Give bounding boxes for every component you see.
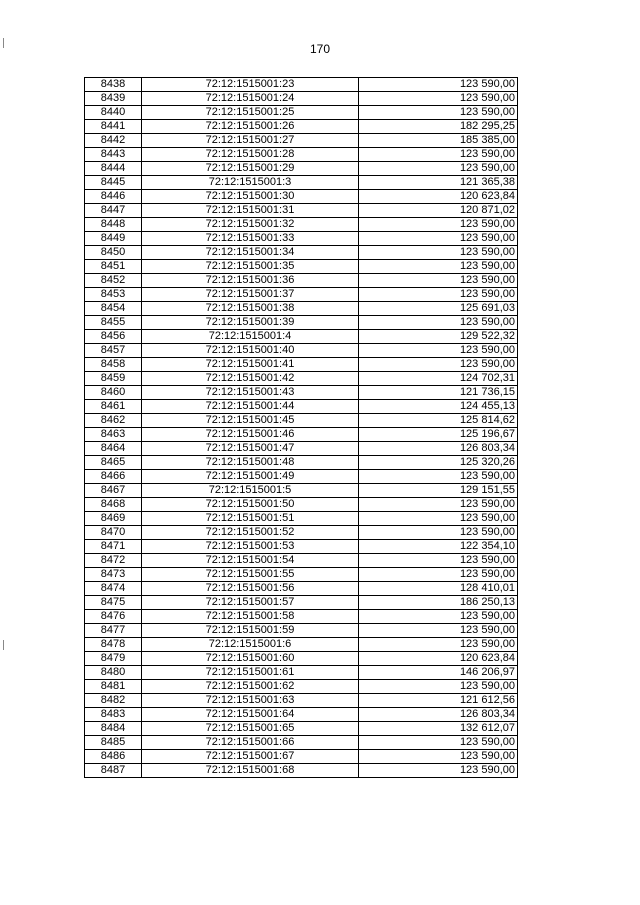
row-number-cell: 8480 bbox=[85, 666, 142, 680]
row-number-cell: 8450 bbox=[85, 246, 142, 260]
table-row bbox=[85, 568, 518, 582]
value-cell: 121 612,56 bbox=[359, 694, 518, 708]
value-cell: 123 590,00 bbox=[359, 274, 518, 288]
table-row bbox=[85, 750, 518, 764]
row-number-cell: 8481 bbox=[85, 680, 142, 694]
row-number-cell: 8449 bbox=[85, 232, 142, 246]
table-row bbox=[85, 218, 518, 232]
cadastral-number-cell: 72:12:1515001:34 bbox=[142, 246, 359, 260]
row-number-cell: 8457 bbox=[85, 344, 142, 358]
cadastral-number-cell: 72:12:1515001:5 bbox=[142, 484, 359, 498]
row-number-cell: 8484 bbox=[85, 722, 142, 736]
cadastral-number-cell: 72:12:1515001:54 bbox=[142, 554, 359, 568]
row-number-cell: 8483 bbox=[85, 708, 142, 722]
value-cell: 123 590,00 bbox=[359, 260, 518, 274]
value-cell: 125 320,26 bbox=[359, 456, 518, 470]
value-cell: 125 691,03 bbox=[359, 302, 518, 316]
cadastral-number-cell: 72:12:1515001:26 bbox=[142, 120, 359, 134]
value-cell: 123 590,00 bbox=[359, 92, 518, 106]
value-cell: 182 295,25 bbox=[359, 120, 518, 134]
table-row bbox=[85, 386, 518, 400]
cadastral-number-cell: 72:12:1515001:3 bbox=[142, 176, 359, 190]
table-row bbox=[85, 232, 518, 246]
value-cell: 120 623,84 bbox=[359, 652, 518, 666]
table-row bbox=[85, 288, 518, 302]
row-number-cell: 8448 bbox=[85, 218, 142, 232]
row-number-cell: 8442 bbox=[85, 134, 142, 148]
cadastral-number-cell: 72:12:1515001:6 bbox=[142, 638, 359, 652]
value-cell: 124 455,13 bbox=[359, 400, 518, 414]
row-number-cell: 8441 bbox=[85, 120, 142, 134]
value-cell: 123 590,00 bbox=[359, 148, 518, 162]
cadastral-number-cell: 72:12:1515001:56 bbox=[142, 582, 359, 596]
table-row bbox=[85, 260, 518, 274]
row-number-cell: 8473 bbox=[85, 568, 142, 582]
row-number-cell: 8460 bbox=[85, 386, 142, 400]
cadastral-number-cell: 72:12:1515001:51 bbox=[142, 512, 359, 526]
table-row bbox=[85, 176, 518, 190]
table-row bbox=[85, 330, 518, 344]
row-number-cell: 8462 bbox=[85, 414, 142, 428]
cadastral-number-cell: 72:12:1515001:47 bbox=[142, 442, 359, 456]
value-cell: 123 590,00 bbox=[359, 288, 518, 302]
row-number-cell: 8475 bbox=[85, 596, 142, 610]
cadastral-number-cell: 72:12:1515001:58 bbox=[142, 610, 359, 624]
row-number-cell: 8444 bbox=[85, 162, 142, 176]
value-cell: 123 590,00 bbox=[359, 610, 518, 624]
row-number-cell: 8478 bbox=[85, 638, 142, 652]
value-cell: 123 590,00 bbox=[359, 568, 518, 582]
table-row bbox=[85, 162, 518, 176]
value-cell: 123 590,00 bbox=[359, 554, 518, 568]
value-cell: 185 385,00 bbox=[359, 134, 518, 148]
value-cell: 123 590,00 bbox=[359, 680, 518, 694]
cadastral-number-cell: 72:12:1515001:24 bbox=[142, 92, 359, 106]
row-number-cell: 8453 bbox=[85, 288, 142, 302]
row-number-cell: 8459 bbox=[85, 372, 142, 386]
table-row bbox=[85, 358, 518, 372]
cadastral-number-cell: 72:12:1515001:39 bbox=[142, 316, 359, 330]
table-row bbox=[85, 78, 518, 92]
row-number-cell: 8472 bbox=[85, 554, 142, 568]
value-cell: 123 590,00 bbox=[359, 106, 518, 120]
value-cell: 123 590,00 bbox=[359, 470, 518, 484]
row-number-cell: 8468 bbox=[85, 498, 142, 512]
table-row bbox=[85, 414, 518, 428]
table-row bbox=[85, 624, 518, 638]
row-number-cell: 8461 bbox=[85, 400, 142, 414]
ledger-body bbox=[85, 78, 518, 778]
table-row bbox=[85, 148, 518, 162]
table-row bbox=[85, 582, 518, 596]
row-number-cell: 8454 bbox=[85, 302, 142, 316]
table-row bbox=[85, 666, 518, 680]
value-cell: 120 623,84 bbox=[359, 190, 518, 204]
cadastral-number-cell: 72:12:1515001:25 bbox=[142, 106, 359, 120]
table-row bbox=[85, 120, 518, 134]
row-number-cell: 8447 bbox=[85, 204, 142, 218]
cadastral-number-cell: 72:12:1515001:67 bbox=[142, 750, 359, 764]
row-number-cell: 8446 bbox=[85, 190, 142, 204]
table-row bbox=[85, 484, 518, 498]
value-cell: 186 250,13 bbox=[359, 596, 518, 610]
cadastral-number-cell: 72:12:1515001:59 bbox=[142, 624, 359, 638]
value-cell: 132 612,07 bbox=[359, 722, 518, 736]
row-number-cell: 8439 bbox=[85, 92, 142, 106]
row-number-cell: 8467 bbox=[85, 484, 142, 498]
table-row bbox=[85, 302, 518, 316]
value-cell: 120 871,02 bbox=[359, 204, 518, 218]
value-cell: 125 196,67 bbox=[359, 428, 518, 442]
value-cell: 123 590,00 bbox=[359, 498, 518, 512]
value-cell: 126 803,34 bbox=[359, 442, 518, 456]
cadastral-number-cell: 72:12:1515001:53 bbox=[142, 540, 359, 554]
row-number-cell: 8486 bbox=[85, 750, 142, 764]
table-row bbox=[85, 92, 518, 106]
table-row bbox=[85, 512, 518, 526]
cadastral-number-cell: 72:12:1515001:27 bbox=[142, 134, 359, 148]
value-cell: 121 365,38 bbox=[359, 176, 518, 190]
row-number-cell: 8438 bbox=[85, 78, 142, 92]
cadastral-number-cell: 72:12:1515001:35 bbox=[142, 260, 359, 274]
table-row bbox=[85, 526, 518, 540]
row-number-cell: 8458 bbox=[85, 358, 142, 372]
row-number-cell: 8443 bbox=[85, 148, 142, 162]
row-number-cell: 8479 bbox=[85, 652, 142, 666]
value-cell: 123 590,00 bbox=[359, 246, 518, 260]
table-row bbox=[85, 680, 518, 694]
value-cell: 128 410,01 bbox=[359, 582, 518, 596]
row-number-cell: 8474 bbox=[85, 582, 142, 596]
row-number-cell: 8452 bbox=[85, 274, 142, 288]
cadastral-number-cell: 72:12:1515001:31 bbox=[142, 204, 359, 218]
table-row bbox=[85, 204, 518, 218]
cadastral-number-cell: 72:12:1515001:61 bbox=[142, 666, 359, 680]
cadastral-number-cell: 72:12:1515001:46 bbox=[142, 428, 359, 442]
row-number-cell: 8440 bbox=[85, 106, 142, 120]
cadastral-number-cell: 72:12:1515001:43 bbox=[142, 386, 359, 400]
cadastral-number-cell: 72:12:1515001:38 bbox=[142, 302, 359, 316]
row-number-cell: 8485 bbox=[85, 736, 142, 750]
cadastral-number-cell: 72:12:1515001:30 bbox=[142, 190, 359, 204]
table-row bbox=[85, 372, 518, 386]
row-number-cell: 8470 bbox=[85, 526, 142, 540]
table-row bbox=[85, 610, 518, 624]
value-cell: 121 736,15 bbox=[359, 386, 518, 400]
value-cell: 123 590,00 bbox=[359, 316, 518, 330]
cadastral-number-cell: 72:12:1515001:66 bbox=[142, 736, 359, 750]
cadastral-number-cell: 72:12:1515001:65 bbox=[142, 722, 359, 736]
cadastral-number-cell: 72:12:1515001:44 bbox=[142, 400, 359, 414]
row-number-cell: 8465 bbox=[85, 456, 142, 470]
table-row bbox=[85, 764, 518, 778]
table-row bbox=[85, 596, 518, 610]
row-number-cell: 8456 bbox=[85, 330, 142, 344]
value-cell: 129 151,55 bbox=[359, 484, 518, 498]
table-row bbox=[85, 736, 518, 750]
value-cell: 123 590,00 bbox=[359, 512, 518, 526]
cadastral-number-cell: 72:12:1515001:41 bbox=[142, 358, 359, 372]
cadastral-number-cell: 72:12:1515001:63 bbox=[142, 694, 359, 708]
table-row bbox=[85, 400, 518, 414]
table-row bbox=[85, 442, 518, 456]
value-cell: 123 590,00 bbox=[359, 624, 518, 638]
value-cell: 123 590,00 bbox=[359, 218, 518, 232]
value-cell: 123 590,00 bbox=[359, 162, 518, 176]
cadastral-number-cell: 72:12:1515001:48 bbox=[142, 456, 359, 470]
row-number-cell: 8466 bbox=[85, 470, 142, 484]
row-number-cell: 8451 bbox=[85, 260, 142, 274]
cadastral-number-cell: 72:12:1515001:64 bbox=[142, 708, 359, 722]
table-row bbox=[85, 246, 518, 260]
value-cell: 126 803,34 bbox=[359, 708, 518, 722]
cadastral-number-cell: 72:12:1515001:62 bbox=[142, 680, 359, 694]
cadastral-number-cell: 72:12:1515001:37 bbox=[142, 288, 359, 302]
cadastral-number-cell: 72:12:1515001:49 bbox=[142, 470, 359, 484]
row-number-cell: 8469 bbox=[85, 512, 142, 526]
value-cell: 123 590,00 bbox=[359, 344, 518, 358]
cadastral-number-cell: 72:12:1515001:55 bbox=[142, 568, 359, 582]
cadastral-number-cell: 72:12:1515001:45 bbox=[142, 414, 359, 428]
row-number-cell: 8477 bbox=[85, 624, 142, 638]
table-row bbox=[85, 498, 518, 512]
value-cell: 123 590,00 bbox=[359, 358, 518, 372]
table-row bbox=[85, 106, 518, 120]
scan-mark bbox=[3, 640, 4, 650]
scan-mark bbox=[3, 38, 4, 48]
table-row bbox=[85, 134, 518, 148]
value-cell: 124 702,31 bbox=[359, 372, 518, 386]
cadastral-number-cell: 72:12:1515001:52 bbox=[142, 526, 359, 540]
value-cell: 123 590,00 bbox=[359, 736, 518, 750]
cadastral-number-cell: 72:12:1515001:4 bbox=[142, 330, 359, 344]
row-number-cell: 8464 bbox=[85, 442, 142, 456]
row-number-cell: 8463 bbox=[85, 428, 142, 442]
cadastral-number-cell: 72:12:1515001:42 bbox=[142, 372, 359, 386]
table-row bbox=[85, 190, 518, 204]
cadastral-number-cell: 72:12:1515001:23 bbox=[142, 78, 359, 92]
value-cell: 122 354,10 bbox=[359, 540, 518, 554]
row-number-cell: 8482 bbox=[85, 694, 142, 708]
table-row bbox=[85, 722, 518, 736]
value-cell: 123 590,00 bbox=[359, 232, 518, 246]
table-row bbox=[85, 316, 518, 330]
table-row bbox=[85, 694, 518, 708]
ledger-table bbox=[84, 77, 518, 778]
value-cell: 123 590,00 bbox=[359, 638, 518, 652]
value-cell: 129 522,32 bbox=[359, 330, 518, 344]
cadastral-number-cell: 72:12:1515001:32 bbox=[142, 218, 359, 232]
cadastral-number-cell: 72:12:1515001:50 bbox=[142, 498, 359, 512]
table-row bbox=[85, 456, 518, 470]
page-number: 170 bbox=[309, 42, 331, 56]
cadastral-number-cell: 72:12:1515001:33 bbox=[142, 232, 359, 246]
value-cell: 123 590,00 bbox=[359, 78, 518, 92]
cadastral-number-cell: 72:12:1515001:28 bbox=[142, 148, 359, 162]
row-number-cell: 8476 bbox=[85, 610, 142, 624]
table-row bbox=[85, 638, 518, 652]
value-cell: 123 590,00 bbox=[359, 750, 518, 764]
value-cell: 123 590,00 bbox=[359, 526, 518, 540]
table-row bbox=[85, 428, 518, 442]
cadastral-number-cell: 72:12:1515001:57 bbox=[142, 596, 359, 610]
table-row bbox=[85, 540, 518, 554]
row-number-cell: 8445 bbox=[85, 176, 142, 190]
table-row bbox=[85, 470, 518, 484]
table-row bbox=[85, 554, 518, 568]
row-number-cell: 8455 bbox=[85, 316, 142, 330]
row-number-cell: 8471 bbox=[85, 540, 142, 554]
cadastral-number-cell: 72:12:1515001:29 bbox=[142, 162, 359, 176]
value-cell: 146 206,97 bbox=[359, 666, 518, 680]
row-number-cell: 8487 bbox=[85, 764, 142, 778]
table-row bbox=[85, 708, 518, 722]
table-row bbox=[85, 652, 518, 666]
value-cell: 123 590,00 bbox=[359, 764, 518, 778]
cadastral-number-cell: 72:12:1515001:68 bbox=[142, 764, 359, 778]
cadastral-number-cell: 72:12:1515001:40 bbox=[142, 344, 359, 358]
cadastral-number-cell: 72:12:1515001:36 bbox=[142, 274, 359, 288]
value-cell: 125 814,62 bbox=[359, 414, 518, 428]
table-row bbox=[85, 344, 518, 358]
cadastral-number-cell: 72:12:1515001:60 bbox=[142, 652, 359, 666]
table-row bbox=[85, 274, 518, 288]
